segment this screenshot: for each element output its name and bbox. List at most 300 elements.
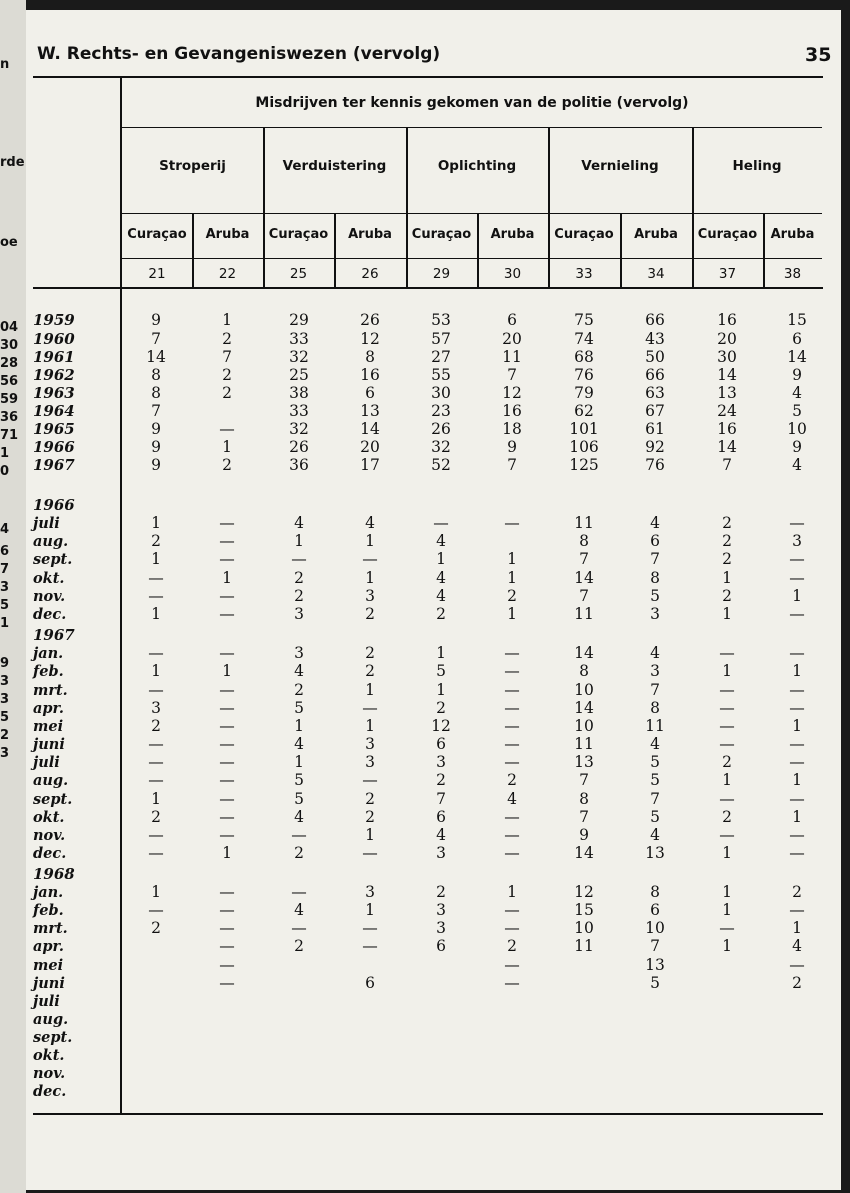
table-bottom-rule [33, 1113, 823, 1115]
table-cell: 3 [294, 605, 304, 623]
month-label: feb. [33, 663, 64, 680]
table-cell: 5 [294, 699, 304, 717]
margin-fragment: 7 [0, 562, 10, 577]
table-cell: 8 [579, 662, 589, 680]
table-cell: 26 [289, 438, 309, 456]
table-cell: — [504, 753, 520, 771]
table-cell: 8 [151, 366, 161, 384]
table-cell: 2 [722, 587, 732, 605]
year-label: 1961 [33, 348, 75, 366]
table-cell: 9 [792, 438, 802, 456]
margin-fragment: 3 [0, 674, 10, 689]
table-cell: 1 [365, 681, 375, 699]
subcolumn-header: Aruba [205, 227, 250, 242]
table-cell: 4 [507, 790, 517, 808]
table-cell: 1 [294, 717, 304, 735]
table-cell: — [789, 699, 805, 717]
table-cell: 1 [365, 826, 375, 844]
table-cell: — [719, 790, 735, 808]
table-cell: 30 [431, 384, 451, 402]
table-cell: 76 [574, 366, 594, 384]
table-cell: 2 [294, 937, 304, 955]
table-cell: 57 [431, 330, 451, 348]
table-cell: 7 [436, 790, 446, 808]
margin-fragment: rde [0, 155, 25, 170]
table-cell: — [148, 569, 164, 587]
table-cell: 1 [722, 662, 732, 680]
table-cell: — [789, 569, 805, 587]
table-cell: 7 [650, 937, 660, 955]
table-cell: 106 [569, 438, 599, 456]
table-cell: 27 [431, 348, 451, 366]
table-cell: 2 [365, 605, 375, 623]
table-cell: 3 [365, 883, 375, 901]
table-cell: — [504, 956, 520, 974]
table-cell: 9 [151, 311, 161, 329]
subcolumn-header: Aruba [490, 227, 535, 242]
table-cell: 14 [360, 420, 380, 438]
table-cell: — [504, 514, 520, 532]
table-cell: 1 [365, 901, 375, 919]
table-cell: — [789, 826, 805, 844]
table-cell: 1 [151, 662, 161, 680]
table-cell: 9 [579, 826, 589, 844]
table-cell: 101 [569, 420, 599, 438]
month-label: juli [33, 515, 60, 532]
table-cell: 20 [360, 438, 380, 456]
month-label: dec. [33, 845, 67, 862]
table-cell: — [219, 753, 235, 771]
page-number: 35 [805, 44, 832, 66]
table-cell: 1 [792, 919, 802, 937]
table-cell: — [789, 605, 805, 623]
margin-fragment: 2 [0, 728, 10, 743]
table-cell: 3 [436, 753, 446, 771]
margin-fragment: 6 [0, 544, 10, 559]
table-cell: — [219, 644, 235, 662]
table-cell: 5 [650, 974, 660, 992]
table-cell: — [789, 514, 805, 532]
table-cell: 4 [294, 735, 304, 753]
year-label: 1964 [33, 402, 75, 420]
table-cell: 2 [436, 883, 446, 901]
table-cell: 4 [792, 937, 802, 955]
table-cell: — [219, 532, 235, 550]
table-cell: 10 [787, 420, 807, 438]
table-cell: 4 [650, 826, 660, 844]
table-cell: 15 [574, 901, 594, 919]
table-cell: — [219, 826, 235, 844]
month-label: okt. [33, 570, 65, 587]
table-cell: — [219, 699, 235, 717]
table-cell: 1 [792, 587, 802, 605]
table-cell: — [148, 587, 164, 605]
table-cell: 1 [722, 901, 732, 919]
table-cell: 1 [365, 532, 375, 550]
table-cell: — [291, 919, 307, 937]
table-cell: — [504, 844, 520, 862]
table-cell: — [362, 550, 378, 568]
margin-fragment: 3 [0, 692, 10, 707]
table-cell: 6 [650, 532, 660, 550]
table-cell: 4 [792, 384, 802, 402]
table-cell: — [719, 735, 735, 753]
table-cell: 1 [507, 605, 517, 623]
column-number: 37 [718, 266, 737, 282]
table-cell: — [219, 681, 235, 699]
table-cell: 1 [222, 844, 232, 862]
margin-fragment: 36 [0, 410, 19, 425]
table-cell: 12 [360, 330, 380, 348]
table-cell: 2 [294, 681, 304, 699]
table-cell: — [362, 937, 378, 955]
table-cell: 7 [507, 366, 517, 384]
table-cell: 43 [645, 330, 665, 348]
table-cell: — [789, 790, 805, 808]
month-label: okt. [33, 1047, 65, 1064]
table-cell: — [789, 753, 805, 771]
table-cell: 23 [431, 402, 451, 420]
subcolumn-header: Curaçao [697, 227, 758, 242]
table-cell: 7 [151, 330, 161, 348]
table-cell: 2 [792, 883, 802, 901]
column-number: 22 [218, 266, 237, 282]
margin-fragment: n [0, 57, 10, 72]
table-cell: 12 [502, 384, 522, 402]
table-cell: 7 [579, 587, 589, 605]
month-label: aug. [33, 1011, 69, 1028]
table-cell: 6 [436, 808, 446, 826]
margin-fragment: 4 [0, 522, 10, 537]
table-cell: 3 [436, 901, 446, 919]
margin-fragment: 3 [0, 580, 10, 595]
table-cell: 8 [365, 348, 375, 366]
table-cell: 62 [574, 402, 594, 420]
subcolumn-header: Aruba [770, 227, 815, 242]
column-number: 25 [289, 266, 308, 282]
table-cell: 4 [436, 587, 446, 605]
column-number: 30 [503, 266, 522, 282]
table-cell: 8 [579, 790, 589, 808]
margin-fragment: 1 [0, 446, 10, 461]
table-cell: 3 [365, 753, 375, 771]
table-cell: 92 [645, 438, 665, 456]
year-label: 1967 [33, 456, 75, 474]
table-cell: 2 [222, 384, 232, 402]
table-cell: — [148, 901, 164, 919]
year-label: 1962 [33, 366, 75, 384]
table-cell: 5 [294, 790, 304, 808]
table-cell: 18 [502, 420, 522, 438]
table-cell: 11 [574, 735, 594, 753]
table-cell: 2 [507, 937, 517, 955]
table-cell: 1 [222, 662, 232, 680]
group-header: Verduistering [282, 158, 387, 174]
table-cell: 2 [365, 790, 375, 808]
table-cell: 4 [650, 735, 660, 753]
table-cell: 1 [792, 717, 802, 735]
table-cell: 1 [151, 514, 161, 532]
table-cell: 10 [574, 717, 594, 735]
table-cell: — [219, 883, 235, 901]
table-cell: 55 [431, 366, 451, 384]
table-cell: — [219, 974, 235, 992]
table-cell: 5 [792, 402, 802, 420]
table-cell: — [148, 771, 164, 789]
table-cell: 1 [222, 311, 232, 329]
table-cell: — [362, 699, 378, 717]
table-cell: 5 [650, 753, 660, 771]
table-cell: 8 [579, 532, 589, 550]
table-cell: 3 [792, 532, 802, 550]
margin-fragment: 28 [0, 356, 19, 371]
month-label: nov. [33, 827, 66, 844]
table-cell: 5 [294, 771, 304, 789]
table-cell: 1 [222, 569, 232, 587]
table-cell: 9 [151, 456, 161, 474]
margin-fragment: 56 [0, 374, 19, 389]
table-cell: — [291, 826, 307, 844]
month-label: dec. [33, 1083, 67, 1100]
table-cell: 4 [436, 532, 446, 550]
table-cell: 33 [289, 330, 309, 348]
table-cell: — [719, 919, 735, 937]
table-cell: 13 [717, 384, 737, 402]
table-cell: 3 [650, 605, 660, 623]
table-cell: 12 [574, 883, 594, 901]
table-cell: 125 [569, 456, 599, 474]
month-label: feb. [33, 902, 64, 919]
table-cell: 1 [294, 532, 304, 550]
table-cell: 6 [365, 384, 375, 402]
table-cell: 2 [151, 808, 161, 826]
group-header: Heling [732, 158, 782, 174]
subcolumn-header: Curaçao [554, 227, 614, 242]
table-cell: 29 [289, 311, 309, 329]
table-cell: 32 [289, 348, 309, 366]
table-cell: 4 [294, 901, 304, 919]
month-label: jan. [33, 884, 64, 901]
table-cell: — [219, 550, 235, 568]
table-cell: 33 [289, 402, 309, 420]
table-cell: 2 [365, 644, 375, 662]
table-cell: 2 [151, 717, 161, 735]
table-cell: 7 [507, 456, 517, 474]
table-cell: 4 [294, 662, 304, 680]
margin-fragment: 1 [0, 616, 10, 631]
table-cell: 6 [650, 901, 660, 919]
table-cell: 2 [722, 532, 732, 550]
table-cell: 5 [650, 587, 660, 605]
table-cell: 14 [146, 348, 166, 366]
table-cell: 14 [717, 438, 737, 456]
table-cell: 2 [151, 532, 161, 550]
table-cell: — [219, 735, 235, 753]
table-cell: 2 [507, 587, 517, 605]
previous-page-strip [0, 0, 26, 1193]
month-label: sept. [33, 1029, 73, 1046]
month-label: aug. [33, 772, 69, 789]
table-cell: 1 [792, 771, 802, 789]
table-cell: 2 [507, 771, 517, 789]
group-divider [263, 127, 265, 287]
month-label: nov. [33, 588, 66, 605]
table-cell: 9 [151, 420, 161, 438]
table-cell: 66 [645, 366, 665, 384]
table-cell: — [789, 901, 805, 919]
group-divider [406, 127, 408, 287]
subcolumn-header: Curaçao [268, 227, 329, 242]
table-cell: 8 [151, 384, 161, 402]
table-cell: — [504, 644, 520, 662]
table-cell: 32 [289, 420, 309, 438]
margin-fragment: 9 [0, 656, 10, 671]
table-cell: — [504, 717, 520, 735]
group-header: Stroperij [159, 158, 226, 174]
margin-fragment: oe [0, 235, 18, 250]
table-cell: — [148, 644, 164, 662]
table-cell: — [719, 681, 735, 699]
table-cell: 4 [294, 514, 304, 532]
month-label: jan. [33, 645, 64, 662]
table-cell: 7 [722, 456, 732, 474]
month-label: mei [33, 718, 64, 735]
margin-fragment: 5 [0, 598, 10, 613]
table-cell: 61 [645, 420, 665, 438]
column-number: 33 [575, 266, 593, 282]
month-label: mei [33, 957, 64, 974]
table-cell: 25 [289, 366, 309, 384]
table-cell: 3 [436, 844, 446, 862]
table-cell: 9 [151, 438, 161, 456]
table-cell: — [219, 605, 235, 623]
table-cell: 4 [436, 826, 446, 844]
table-cell: 7 [579, 550, 589, 568]
table-cell: 2 [365, 808, 375, 826]
table-cell: — [362, 771, 378, 789]
table-cell: 6 [792, 330, 802, 348]
table-cell: — [148, 681, 164, 699]
table-cell: 1 [222, 438, 232, 456]
table-cell: — [719, 717, 735, 735]
table-cell: 30 [717, 348, 737, 366]
group-divider [692, 127, 694, 287]
table-cell: 16 [502, 402, 522, 420]
table-cell: 1 [436, 550, 446, 568]
table-cell: 7 [650, 681, 660, 699]
subcolumn-header: Curaçao [127, 227, 187, 242]
table-cell: — [362, 844, 378, 862]
table-cell: — [362, 919, 378, 937]
table-cell: 13 [645, 956, 665, 974]
table-cell: 1 [365, 717, 375, 735]
table-cell: 66 [645, 311, 665, 329]
table-cell: 2 [222, 366, 232, 384]
table-cell: 74 [574, 330, 594, 348]
column-number: 21 [148, 266, 166, 282]
table-cell: — [504, 974, 520, 992]
table-cell: — [789, 681, 805, 699]
table-cell: — [504, 699, 520, 717]
month-label: juli [33, 993, 60, 1010]
table-cell: 14 [787, 348, 807, 366]
table-cell: 13 [645, 844, 665, 862]
margin-fragment: 59 [0, 392, 19, 407]
subcolumn-header: Curaçao [411, 227, 472, 242]
table-cell: 79 [574, 384, 594, 402]
table-cell: 7 [650, 790, 660, 808]
group-title: Misdrijven ter kennis gekomen van de politie (vervolg) [255, 95, 689, 111]
table-cell: 52 [431, 456, 451, 474]
table-cell: 4 [650, 644, 660, 662]
table-cell: — [504, 901, 520, 919]
table-cell: 2 [792, 974, 802, 992]
month-label: aug. [33, 533, 69, 550]
table-cell: — [789, 844, 805, 862]
table-cell: 20 [717, 330, 737, 348]
margin-fragment: 04 [0, 320, 19, 335]
year-label: 1960 [33, 330, 75, 348]
table-cell: 20 [502, 330, 522, 348]
table-cell: — [504, 808, 520, 826]
group-header: Vernieling [581, 158, 659, 174]
year-label: 1966 [33, 438, 75, 456]
subheader-rule [122, 258, 822, 259]
group-divider [548, 127, 550, 287]
table-cell: 3 [294, 644, 304, 662]
table-cell: — [219, 420, 235, 438]
table-cell: 5 [436, 662, 446, 680]
table-cell: 8 [650, 699, 660, 717]
column-number: 34 [647, 266, 665, 282]
table-cell: 5 [650, 808, 660, 826]
year-label: 1967 [33, 626, 75, 644]
table-cell: 1 [722, 844, 732, 862]
subcolumn-header: Aruba [634, 227, 678, 242]
table-cell: 7 [579, 771, 589, 789]
table-cell: — [789, 550, 805, 568]
table-cell: 1 [151, 790, 161, 808]
table-cell: 6 [436, 735, 446, 753]
table-cell: 2 [222, 330, 232, 348]
table-cell: 12 [431, 717, 451, 735]
table-cell: — [219, 514, 235, 532]
table-cell: — [291, 883, 307, 901]
table-cell: 16 [717, 311, 737, 329]
table-cell: 9 [507, 438, 517, 456]
table-cell: 1 [722, 569, 732, 587]
month-label: apr. [33, 700, 64, 717]
table-cell: 2 [294, 569, 304, 587]
table-cell: — [789, 956, 805, 974]
table-cell: 2 [436, 771, 446, 789]
table-cell: 10 [574, 681, 594, 699]
table-cell: 5 [650, 771, 660, 789]
table-cell: — [219, 808, 235, 826]
table-cell: 68 [574, 348, 594, 366]
table-cell: — [719, 826, 735, 844]
table-cell: 10 [574, 919, 594, 937]
table-cell: — [219, 937, 235, 955]
header-rule [33, 76, 823, 78]
table-cell: 6 [507, 311, 517, 329]
table-cell: — [789, 644, 805, 662]
table-cell: 3 [365, 587, 375, 605]
table-cell: 38 [289, 384, 309, 402]
table-cell: 1 [722, 771, 732, 789]
table-cell: — [148, 753, 164, 771]
table-cell: 4 [792, 456, 802, 474]
